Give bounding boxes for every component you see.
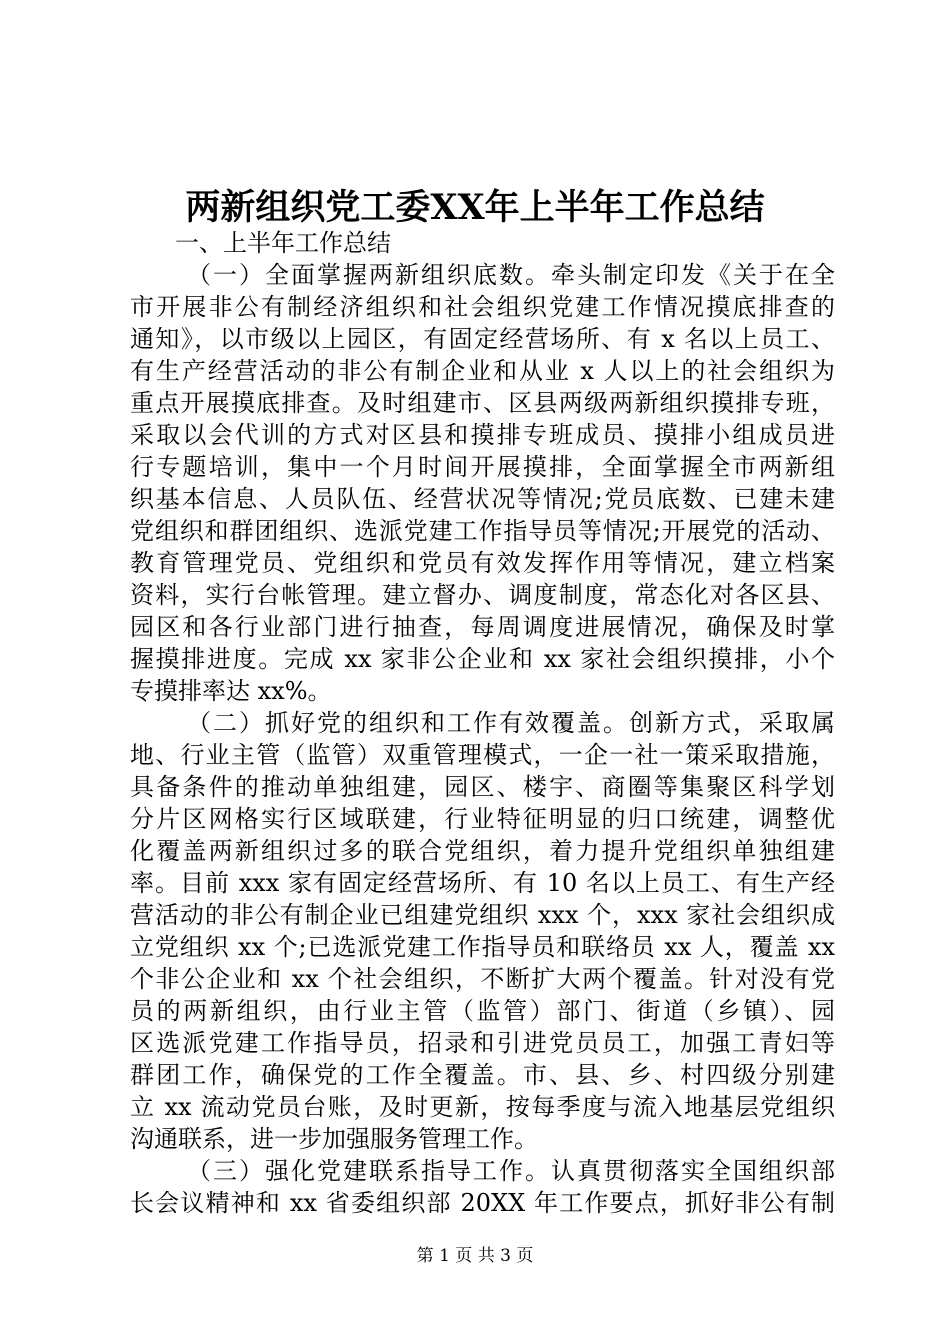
page-number-footer: 第 1 页 共 3 页 bbox=[416, 1246, 534, 1266]
paragraph-line: （二）抓好党的组织和工作有效覆盖。创新方式，采取属 bbox=[187, 709, 835, 737]
paragraph-line: 行专题培训，集中一个月时间开展摸排，全面掌握全市两新组 bbox=[130, 453, 835, 481]
paragraph-line: 立党组织 xx 个;已选派党建工作指导员和联络员 xx 人，覆盖 xx bbox=[130, 933, 835, 961]
paragraph-line: 重点开展摸底排查。及时组建市、区县两级两新组织摸排专班， bbox=[130, 389, 835, 417]
paragraph-line: 地、行业主管（监管）双重管理模式，一企一社一策采取措施， bbox=[130, 741, 835, 769]
document-title: 两新组织党工委XX年上半年工作总结 bbox=[185, 187, 765, 228]
paragraph-line: 区选派党建工作指导员，招录和引进党员员工，加强工青妇等 bbox=[130, 1029, 835, 1057]
paragraph-line: 通知》，以市级以上园区，有固定经营场所、有 x 名以上员工、 bbox=[130, 325, 835, 353]
paragraph-line: 握摸排进度。完成 xx 家非公企业和 xx 家社会组织摸排，小个 bbox=[130, 645, 835, 673]
paragraph-line: （一）全面掌握两新组织底数。牵头制定印发《关于在全 bbox=[187, 261, 835, 289]
document-body bbox=[130, 227, 835, 1219]
paragraph-line: 个非公企业和 xx 个社会组织，不断扩大两个覆盖。针对没有党 bbox=[130, 965, 835, 993]
paragraph-line: 专摸排率达 xx%。 bbox=[130, 677, 332, 705]
paragraph-line: （三）强化党建联系指导工作。认真贯彻落实全国组织部 bbox=[187, 1157, 835, 1185]
paragraph-line: 党组织和群团组织、选派党建工作指导员等情况;开展党的活动、 bbox=[130, 517, 835, 545]
paragraph-line: 资料，实行台帐管理。建立督办、调度制度，常态化对各区县、 bbox=[130, 581, 835, 609]
paragraph-line: 化覆盖两新组织过多的联合党组织，着力提升党组织单独组建 bbox=[130, 837, 835, 865]
section-heading: 一、上半年工作总结 bbox=[175, 229, 391, 257]
paragraph-line: 采取以会代训的方式对区县和摸排专班成员、摸排小组成员进 bbox=[130, 421, 835, 449]
paragraph-line: 有生产经营活动的非公有制企业和从业 x 人以上的社会组织为 bbox=[130, 357, 835, 385]
paragraph-line: 具备条件的推动单独组建，园区、楼宇、商圈等集聚区科学划 bbox=[130, 773, 835, 801]
paragraph-line: 教育管理党员、党组织和党员有效发挥作用等情况，建立档案 bbox=[130, 549, 835, 577]
paragraph-line: 市开展非公有制经济组织和社会组织党建工作情况摸底排查的 bbox=[130, 293, 835, 321]
paragraph-line: 员的两新组织，由行业主管（监管）部门、街道（乡镇）、园 bbox=[130, 997, 835, 1025]
paragraph-line: 立 xx 流动党员台账，及时更新，按每季度与流入地基层党组织 bbox=[130, 1093, 835, 1121]
paragraph-line: 沟通联系，进一步加强服务管理工作。 bbox=[130, 1125, 538, 1153]
paragraph-line: 分片区网格实行区域联建，行业特征明显的归口统建，调整优 bbox=[130, 805, 835, 833]
paragraph-line: 率。目前 xxx 家有固定经营场所、有 10 名以上员工、有生产经 bbox=[130, 869, 835, 897]
paragraph-line: 园区和各行业部门进行抽查，每周调度进展情况，确保及时掌 bbox=[130, 613, 835, 641]
paragraph-line: 织基本信息、人员队伍、经营状况等情况;党员底数、已建未建 bbox=[130, 485, 835, 513]
paragraph-line: 群团工作，确保党的工作全覆盖。市、县、乡、村四级分别建 bbox=[130, 1061, 835, 1089]
paragraph-line: 营活动的非公有制企业已组建党组织 xxx 个，xxx 家社会组织成 bbox=[130, 901, 835, 929]
paragraph-line: 长会议精神和 xx 省委组织部 20XX 年工作要点，抓好非公有制 bbox=[130, 1189, 835, 1217]
